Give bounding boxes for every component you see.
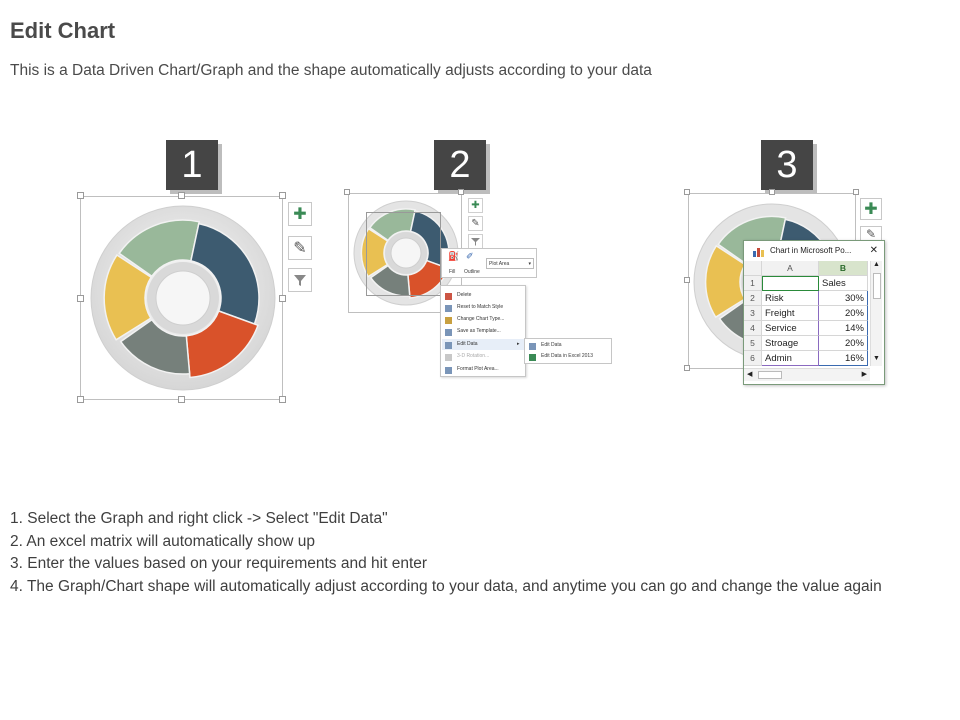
chevron-right-icon: ▸	[517, 341, 520, 347]
excel-icon	[529, 354, 536, 361]
corner-cell[interactable]	[744, 261, 762, 276]
resize-handle[interactable]	[279, 396, 286, 403]
resize-handle[interactable]	[344, 189, 350, 195]
edit-data-icon	[445, 342, 452, 349]
menu-item-3d-rotation[interactable]: 3-D Rotation...	[457, 353, 490, 359]
table-cell[interactable]: 30%	[819, 291, 868, 306]
resize-handle[interactable]	[77, 295, 84, 302]
vertical-scrollbar[interactable]	[870, 261, 882, 366]
plot-area-dropdown[interactable]	[486, 258, 534, 269]
cell-a1[interactable]	[762, 276, 819, 291]
submenu-item-edit-in-excel[interactable]: Edit Data in Excel 2013	[541, 353, 593, 359]
table-cell[interactable]: Risk	[762, 291, 819, 306]
chart-elements-plus-icon[interactable]: ✚	[288, 202, 312, 226]
resize-handle[interactable]	[77, 192, 84, 199]
plot-area-selection[interactable]	[366, 212, 441, 296]
chevron-down-icon: ▾	[528, 261, 531, 267]
edit-data-icon	[529, 343, 536, 350]
table-cell[interactable]: 20%	[819, 306, 868, 321]
resize-handle[interactable]	[178, 396, 185, 403]
outline-pen-icon[interactable]: ✐	[466, 251, 474, 261]
rotation-icon	[445, 354, 452, 361]
page-subtitle: This is a Data Driven Chart/Graph and the shape automatically adjusts according to your data	[10, 62, 652, 79]
step-badge-3: 3	[761, 140, 813, 190]
resize-handle[interactable]	[279, 295, 286, 302]
cell-b1[interactable]: Sales	[819, 276, 868, 291]
chart-type-icon	[445, 317, 452, 324]
row-header[interactable]: 4	[744, 321, 762, 336]
highlight-bar	[442, 339, 524, 350]
scrollbar-thumb[interactable]	[758, 371, 782, 379]
column-header-a[interactable]: A	[762, 261, 819, 276]
chart-styles-brush-icon[interactable]: ✎	[860, 226, 882, 240]
table-cell[interactable]: Freight	[762, 306, 819, 321]
outline-label[interactable]: Outline	[464, 269, 480, 275]
resize-handle[interactable]	[77, 396, 84, 403]
submenu-item-edit-data[interactable]: Edit Data	[541, 342, 562, 348]
instruction-step: 3. Enter the values based on your requirements and hit enter	[10, 555, 428, 572]
resize-handle[interactable]	[769, 189, 775, 195]
row-header[interactable]: 2	[744, 291, 762, 306]
menu-item-delete[interactable]: Delete	[457, 292, 472, 298]
delete-icon	[445, 293, 452, 300]
step-badge-1: 1	[166, 140, 218, 190]
menu-item-edit-data[interactable]: Edit Data	[457, 341, 478, 347]
column-header-b[interactable]: B	[819, 261, 868, 276]
format-icon	[445, 367, 452, 374]
resize-handle[interactable]	[684, 189, 690, 195]
menu-item-format-plot-area[interactable]: Format Plot Area...	[457, 366, 499, 372]
row-header[interactable]: 6	[744, 351, 762, 366]
table-cell[interactable]: Stroage	[762, 336, 819, 351]
table-cell[interactable]: Service	[762, 321, 819, 336]
close-icon[interactable]: ✕	[869, 245, 878, 256]
resize-handle[interactable]	[458, 189, 464, 195]
instruction-step: 1. Select the Graph and right click -> Select "Edit Data"	[10, 510, 388, 527]
table-cell[interactable]: 16%	[819, 351, 868, 366]
table-cell[interactable]: Admin	[762, 351, 819, 366]
menu-item-reset-style[interactable]: Reset to Match Style	[457, 304, 504, 310]
row-header[interactable]: 3	[744, 306, 762, 321]
context-menu	[440, 285, 526, 377]
reset-icon	[445, 305, 452, 312]
table-cell[interactable]: 20%	[819, 336, 868, 351]
instructions-list	[10, 508, 940, 598]
excel-data-window	[743, 240, 885, 385]
chart-styles-brush-icon[interactable]: ✎	[288, 236, 312, 260]
chart-filter-icon[interactable]	[468, 234, 483, 249]
row-header[interactable]: 5	[744, 336, 762, 351]
scrollbar-thumb[interactable]	[873, 273, 881, 299]
donut-chart-1[interactable]	[88, 200, 278, 396]
edit-data-submenu	[524, 338, 612, 364]
plot-area-dropdown-value: Plot Area	[489, 261, 510, 267]
chart-elements-plus-icon[interactable]: ✚	[468, 198, 483, 213]
table-cell[interactable]: 14%	[819, 321, 868, 336]
scroll-up-icon[interactable]: ▲	[873, 261, 880, 268]
row-header[interactable]: 1	[744, 276, 762, 291]
menu-item-save-template[interactable]: Save as Template...	[457, 328, 501, 334]
resize-handle[interactable]	[279, 192, 286, 199]
fill-label[interactable]: Fill	[449, 269, 456, 275]
horizontal-scrollbar[interactable]	[744, 368, 870, 381]
scroll-down-icon[interactable]: ▼	[873, 355, 880, 362]
excel-window-title: Chart in Microsoft Po...	[770, 246, 852, 255]
chart-filter-icon[interactable]	[288, 268, 312, 292]
resize-handle[interactable]	[684, 277, 690, 283]
instruction-step: 2. An excel matrix will automatically show up	[10, 532, 315, 550]
resize-handle[interactable]	[684, 365, 690, 371]
resize-handle[interactable]	[178, 192, 185, 199]
scroll-left-icon[interactable]: ◀	[747, 371, 753, 378]
chart-elements-plus-icon[interactable]: ✚	[860, 198, 882, 220]
step-badge-2: 2	[434, 140, 486, 190]
template-icon	[445, 329, 452, 336]
format-mini-toolbar	[441, 248, 537, 278]
resize-handle[interactable]	[853, 189, 859, 195]
chart-styles-brush-icon[interactable]: ✎	[468, 216, 483, 231]
fill-bucket-icon[interactable]: ⛽	[448, 251, 460, 261]
page-title: Edit Chart	[10, 18, 116, 43]
menu-item-change-chart-type[interactable]: Change Chart Type...	[457, 316, 505, 322]
instruction-step: 4. The Graph/Chart shape will automatically adjust according to your data, and anytime you can go and change the value again	[10, 577, 882, 595]
scroll-right-icon[interactable]: ▶	[861, 371, 867, 378]
